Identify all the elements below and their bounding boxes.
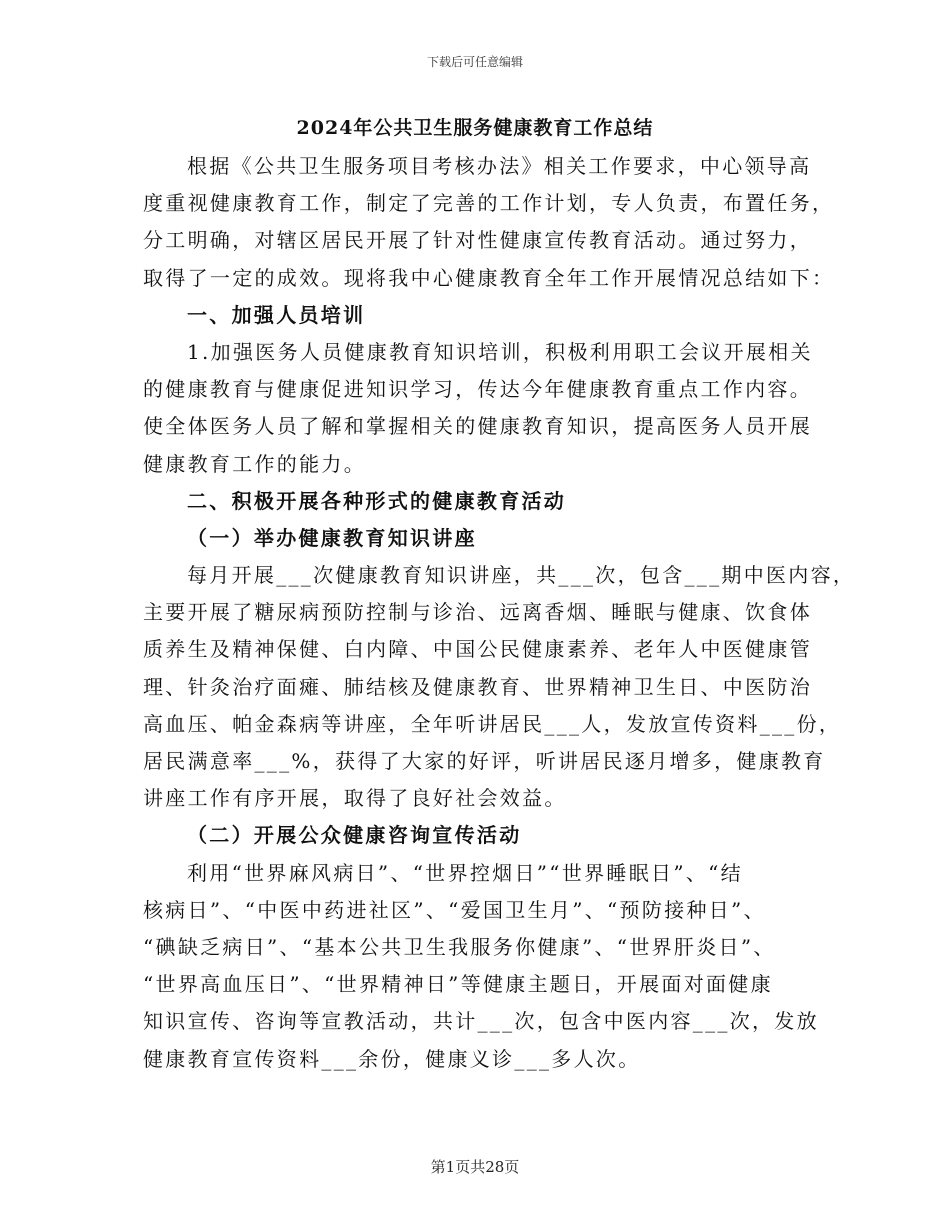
body-text-line: 健康教育工作的能力。: [143, 451, 366, 476]
body-text-line: 高血压、帕金森病等讲座，全年听讲居民___人，发放宣传资料___份，: [143, 711, 842, 736]
section-heading: 二、积极开展各种形式的健康教育活动: [187, 488, 567, 513]
body-text-line: 1.加强医务人员健康教育知识培训，积极利用职工会议开展相关: [187, 339, 813, 364]
body-text-line: 理、针灸治疗面瘫、肺结核及健康教育、世界精神卫生日、中医防治: [143, 674, 812, 699]
page-number: 第1页共28页: [430, 1158, 520, 1176]
section-heading: （一）举办健康教育知识讲座: [187, 525, 477, 550]
body-text-line: “世界高血压日”、“世界精神日”等健康主题日，开展面对面健康: [143, 972, 773, 997]
document-title: 2024年公共卫生服务健康教育工作总结: [296, 117, 654, 139]
body-text-line: 度重视健康教育工作，制定了完善的工作计划，专人负责，布置任务，: [143, 191, 835, 216]
body-text-line: 主要开展了糖尿病预防控制与诊治、远离香烟、睡眠与健康、饮食体: [143, 600, 812, 625]
body-text-line: 核病日”、“中医中药进社区”、“爱国卫生月”、“预防接种日”、: [143, 897, 766, 922]
body-text-line: 取得了一定的成效。现将我中心健康教育全年工作开展情况总结如下：: [143, 265, 835, 290]
page-header-note: 下载后可任意编辑: [426, 55, 523, 69]
body-text-line: 知识宣传、咨询等宣教活动，共计___次，包含中医内容___次，发放: [143, 1009, 819, 1034]
body-text-line: 每月开展___次健康教育知识讲座，共___次，包含___期中医内容，: [187, 563, 856, 588]
body-text-line: 利用“世界麻风病日”、“世界控烟日”“世界睡眠日”、“结: [187, 860, 743, 885]
body-text-line: 使全体医务人员了解和掌握相关的健康教育知识，提高医务人员开展: [143, 414, 812, 439]
body-text-line: 讲座工作有序开展，取得了良好社会效益。: [143, 786, 567, 811]
body-text-line: 根据《公共卫生服务项目考核办法》相关工作要求，中心领导高: [187, 154, 812, 178]
document-body: [143, 148, 856, 1078]
section-heading: 一、加强人员培训: [187, 302, 366, 327]
body-text-line: “碘缺乏病日”、“基本公共卫生我服务你健康”、“世界肝炎日”、: [143, 934, 776, 959]
body-text-line: 的健康教育与健康促进知识学习，传达今年健康教育重点工作内容。: [143, 377, 812, 402]
section-heading: （二）开展公众健康咨询宣传活动: [187, 823, 522, 848]
body-text-line: 质养生及精神保健、白内障、中国公民健康素养、老年人中医健康管: [143, 637, 812, 662]
body-text-line: 分工明确，对辖区居民开展了针对性健康宣传教育活动。通过努力，: [143, 228, 812, 253]
body-text-line: 健康教育宣传资料___余份，健康义诊___多人次。: [143, 1046, 641, 1071]
body-text-line: 居民满意率___%，获得了大家的好评，听讲居民逐月增多，健康教育: [143, 749, 826, 773]
